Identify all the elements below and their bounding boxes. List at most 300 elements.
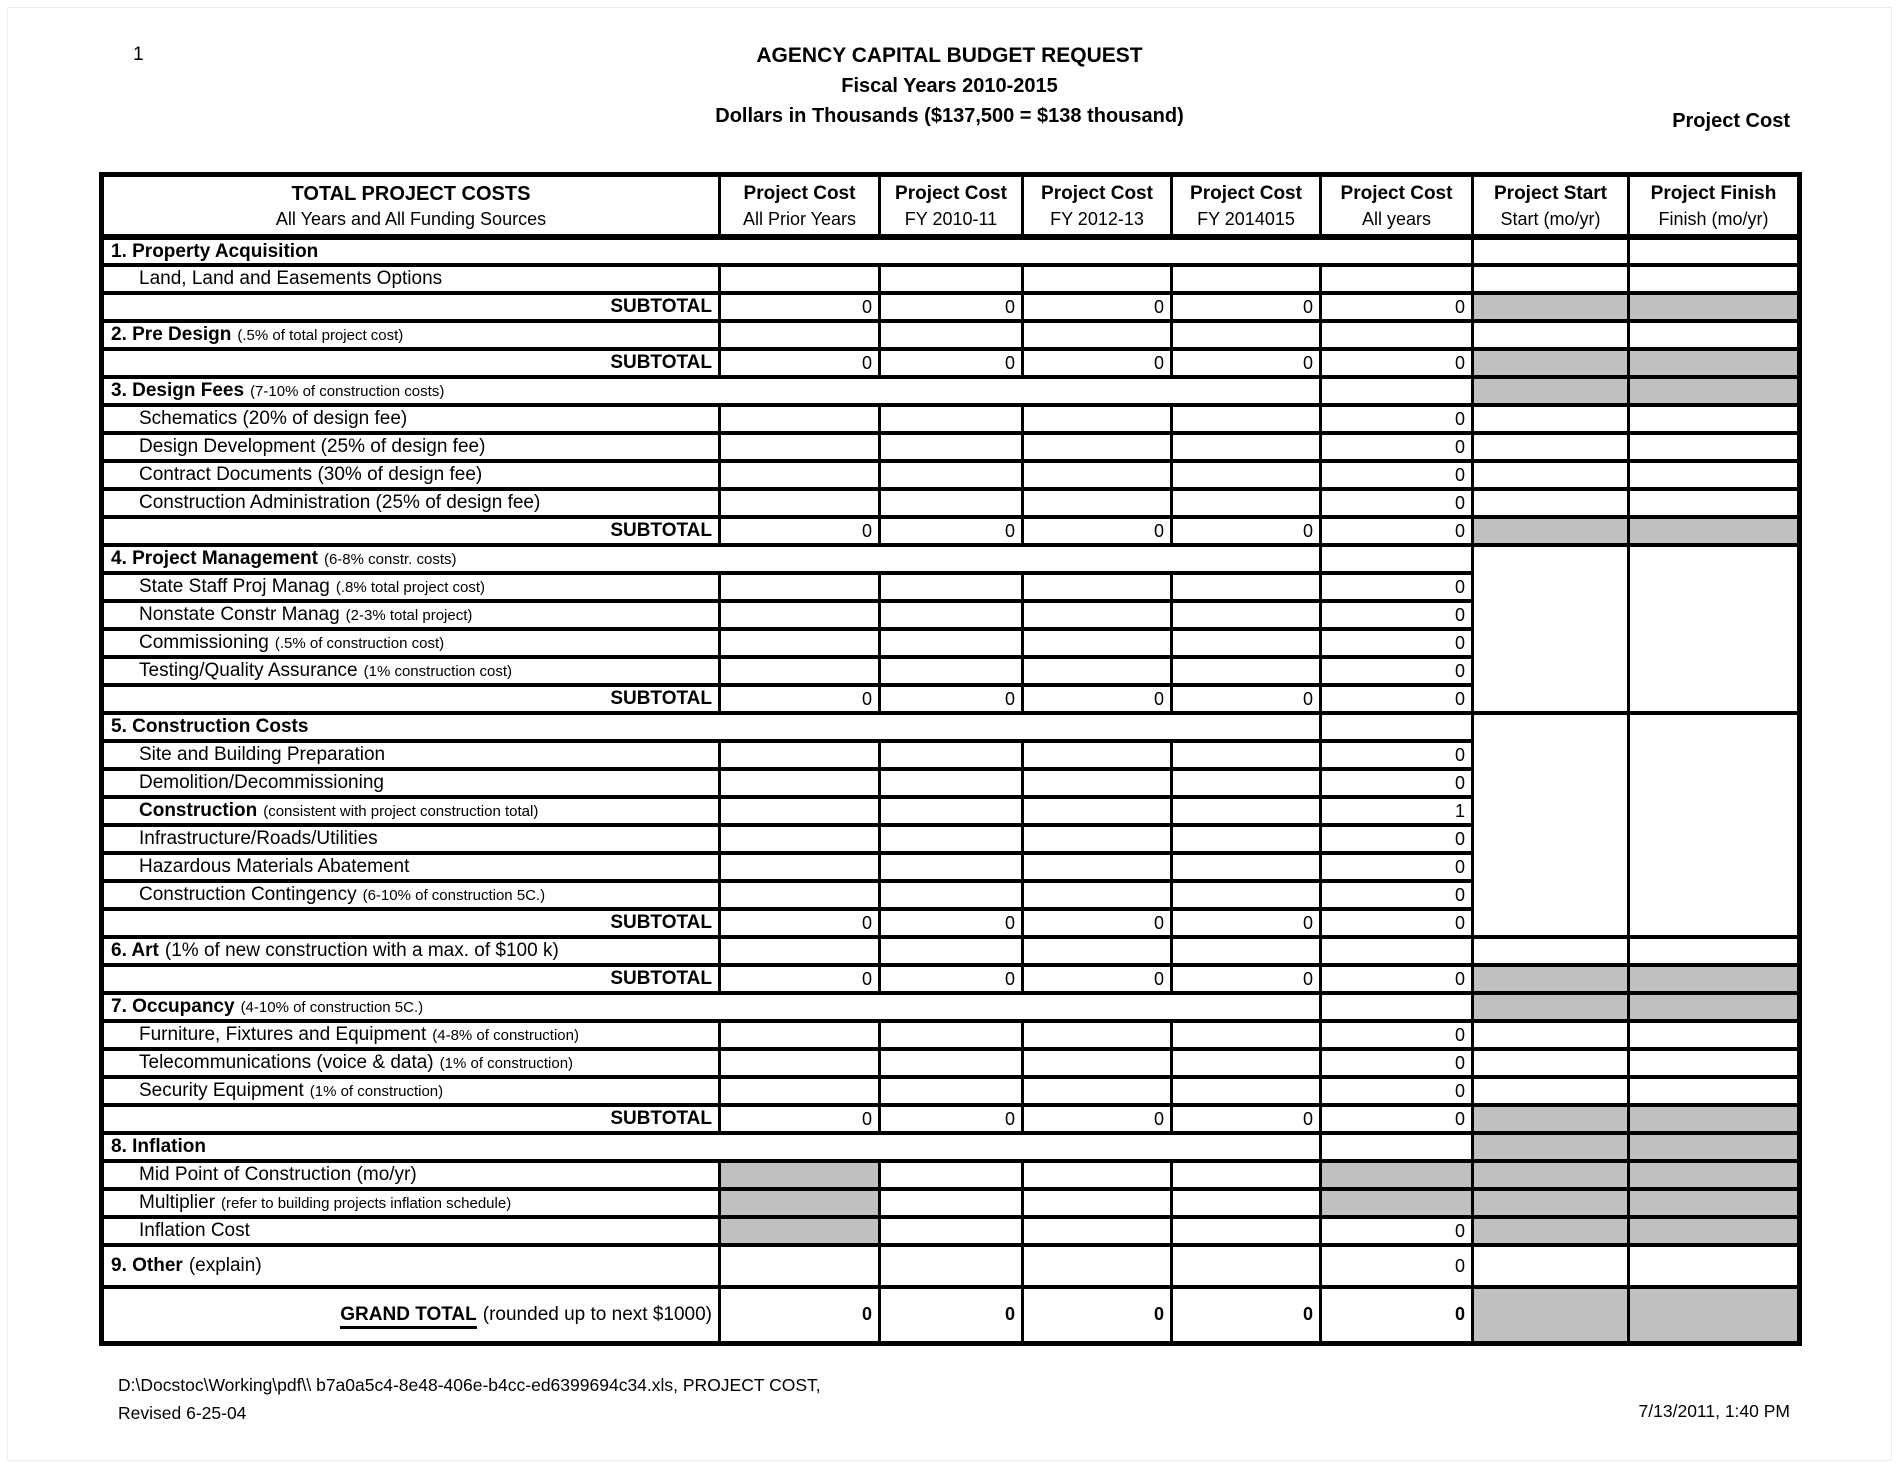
label-note: (1% of construction)	[309, 1083, 444, 1100]
land-easements-label	[102, 265, 720, 293]
construction-contingency-value-cell	[1023, 881, 1172, 909]
subtotal-1-value-cell: 0	[1023, 293, 1172, 321]
label-note: (1% of new construction with a max. of $100 k)	[164, 940, 559, 961]
construction-contingency-label	[102, 881, 720, 909]
schematics-schedule-cell	[1473, 405, 1629, 433]
subtotal-6-schedule-cell	[1473, 965, 1629, 993]
contract-documents-value-cell: 0	[1321, 461, 1473, 489]
inflation-cost-label	[102, 1217, 720, 1245]
subtotal-3-value-cell: 0	[720, 517, 880, 545]
table-row-mid-point-of-construction	[102, 1161, 1800, 1189]
construction-administration-value-cell: 0	[1321, 489, 1473, 517]
label-note: (.8% total project cost)	[335, 579, 486, 596]
page-number: 1	[133, 44, 144, 65]
security-equipment-value-cell	[1172, 1077, 1321, 1105]
section-9-other-value-cell	[1172, 1245, 1321, 1287]
section-4-project-management-schedule-cell	[1629, 545, 1800, 713]
mid-point-of-construction-schedule-cell	[1473, 1161, 1629, 1189]
subtotal-4-value-cell: 0	[1321, 685, 1473, 713]
label-note: (.5% of total project cost)	[237, 327, 404, 344]
security-equipment-label	[102, 1077, 720, 1105]
furniture-fixtures-equipment-schedule-cell	[1629, 1021, 1800, 1049]
label-text: SUBTOTAL	[610, 1108, 712, 1129]
furniture-fixtures-equipment-schedule-cell	[1473, 1021, 1629, 1049]
table-row-subtotal-3	[102, 517, 1800, 545]
construction-administration-schedule-cell	[1473, 489, 1629, 517]
subtotal-2-schedule-cell	[1629, 349, 1800, 377]
state-staff-proj-manag-value-cell	[1172, 573, 1321, 601]
furniture-fixtures-equipment-label	[102, 1021, 720, 1049]
schematics-value-cell	[1172, 405, 1321, 433]
header-row	[102, 175, 1800, 238]
mid-point-of-construction-schedule-cell	[1629, 1161, 1800, 1189]
subtotal-1-value-cell: 0	[1321, 293, 1473, 321]
multiplier-schedule-cell	[1629, 1189, 1800, 1217]
section-5-construction-costs-value-cell	[1321, 713, 1473, 741]
mid-point-of-construction-value-cell	[1321, 1161, 1473, 1189]
label-text: Site and Building Preparation	[139, 744, 386, 765]
subtotal-5-value-cell: 0	[1321, 909, 1473, 937]
label-text: Inflation Cost	[139, 1220, 250, 1241]
label-text: SUBTOTAL	[610, 520, 712, 541]
land-easements-value-cell	[1023, 265, 1172, 293]
demolition-decommissioning-value-cell	[720, 769, 880, 797]
design-development-value-cell	[1172, 433, 1321, 461]
construction-administration-value-cell	[1023, 489, 1172, 517]
construction-administration-value-cell	[720, 489, 880, 517]
schematics-value-cell	[720, 405, 880, 433]
subtotal-3-schedule-cell	[1629, 517, 1800, 545]
land-easements-schedule-cell	[1473, 265, 1629, 293]
subtotal-7-value-cell: 0	[720, 1105, 880, 1133]
testing-quality-assurance-value-cell	[1172, 657, 1321, 685]
label-text: SUBTOTAL	[610, 912, 712, 933]
design-development-schedule-cell	[1473, 433, 1629, 461]
footer-print-datetime: 7/13/2011, 1:40 PM	[1638, 1401, 1790, 1421]
subtotal-5-value-cell: 0	[880, 909, 1023, 937]
multiplier-value-cell	[880, 1189, 1023, 1217]
testing-quality-assurance-value-cell: 0	[1321, 657, 1473, 685]
hazardous-materials-abatement-value-cell: 0	[1321, 853, 1473, 881]
nonstate-constr-manag-value-cell	[1172, 601, 1321, 629]
table-row-schematics	[102, 405, 1800, 433]
section-7-occupancy-value-cell	[1321, 993, 1473, 1021]
furniture-fixtures-equipment-value-cell: 0	[1321, 1021, 1473, 1049]
table-row-section-6-art	[102, 937, 1800, 965]
furniture-fixtures-equipment-value-cell	[1023, 1021, 1172, 1049]
label-text: SUBTOTAL	[610, 296, 712, 317]
telecommunications-schedule-cell	[1629, 1049, 1800, 1077]
commissioning-value-cell	[1172, 629, 1321, 657]
schematics-value-cell: 0	[1321, 405, 1473, 433]
table-row-security-equipment	[102, 1077, 1800, 1105]
section-6-art-schedule-cell	[1473, 937, 1629, 965]
state-staff-proj-manag-value-cell	[720, 573, 880, 601]
demolition-decommissioning-value-cell	[1023, 769, 1172, 797]
table-row-section-2-pre-design	[102, 321, 1800, 349]
label-note: (4-8% of construction)	[432, 1027, 579, 1044]
demolition-decommissioning-value-cell	[880, 769, 1023, 797]
sheet-name-label: Project Cost	[1672, 110, 1790, 132]
label-text: 9. Other	[111, 1255, 183, 1276]
construction-value-cell	[1172, 797, 1321, 825]
inflation-cost-value-cell: 0	[1321, 1217, 1473, 1245]
label-text: Design Development (25% of design fee)	[139, 436, 486, 457]
inflation-cost-value-cell	[1023, 1217, 1172, 1245]
subtotal-5-value-cell: 0	[720, 909, 880, 937]
label-text: 3. Design Fees	[111, 380, 245, 401]
col-header-project-finish: Project Finish Finish (mo/yr)	[1629, 175, 1800, 238]
table-row-furniture-fixtures-equipment	[102, 1021, 1800, 1049]
subtotal-2-value-cell: 0	[880, 349, 1023, 377]
section-6-art-value-cell	[1023, 937, 1172, 965]
section-1-property-acquisition-schedule-cell	[1473, 237, 1629, 265]
subtotal-3-value-cell: 0	[1023, 517, 1172, 545]
infrastructure-roads-utilities-value-cell: 0	[1321, 825, 1473, 853]
multiplier-value-cell	[720, 1189, 880, 1217]
grand-total-value-cell: 0	[1023, 1287, 1172, 1343]
label-text: 2. Pre Design	[111, 324, 232, 345]
section-2-pre-design-schedule-cell	[1629, 321, 1800, 349]
table-row-multiplier	[102, 1189, 1800, 1217]
footer-revised-date: Revised 6-25-04	[118, 1403, 247, 1423]
col-header-all-years: Project Cost All years	[1321, 175, 1473, 238]
construction-administration-schedule-cell	[1629, 489, 1800, 517]
design-development-value-cell	[1023, 433, 1172, 461]
section-8-inflation-value-cell	[1321, 1133, 1473, 1161]
section-2-pre-design-value-cell	[1023, 321, 1172, 349]
label-note: (consistent with project construction total)	[263, 803, 539, 820]
contract-documents-label	[102, 461, 720, 489]
demolition-decommissioning-label	[102, 769, 720, 797]
construction-value-cell	[720, 797, 880, 825]
table-row-section-4-project-management	[102, 545, 1800, 573]
title-block	[0, 41, 1899, 132]
inflation-cost-value-cell	[880, 1217, 1023, 1245]
subtotal-3-value-cell: 0	[880, 517, 1023, 545]
section-5-construction-costs-schedule-cell	[1473, 713, 1629, 937]
telecommunications-value-cell	[1023, 1049, 1172, 1077]
security-equipment-value-cell	[720, 1077, 880, 1105]
telecommunications-schedule-cell	[1473, 1049, 1629, 1077]
table-row-section-1-property-acquisition	[102, 237, 1800, 265]
section-3-design-fees-schedule-cell	[1473, 377, 1629, 405]
state-staff-proj-manag-label	[102, 573, 720, 601]
furniture-fixtures-equipment-value-cell	[720, 1021, 880, 1049]
page-subtitle-dollars: Dollars in Thousands ($137,500 = $138 thousand)	[715, 105, 1184, 127]
schematics-schedule-cell	[1629, 405, 1800, 433]
multiplier-label	[102, 1189, 720, 1217]
grand-total-value-cell: 0	[1172, 1287, 1321, 1343]
section-5-construction-costs-schedule-cell	[1629, 713, 1800, 937]
table-row-contract-documents	[102, 461, 1800, 489]
inflation-cost-value-cell	[1172, 1217, 1321, 1245]
infrastructure-roads-utilities-label	[102, 825, 720, 853]
subtotal-3-value-cell: 0	[1172, 517, 1321, 545]
table-body	[102, 237, 1800, 1343]
label-text: Construction Contingency	[139, 884, 357, 905]
label-text: 7. Occupancy	[111, 996, 235, 1017]
construction-administration-label	[102, 489, 720, 517]
label-text: Infrastructure/Roads/Utilities	[139, 828, 378, 849]
section-3-design-fees-label	[102, 377, 1321, 405]
subtotal-2-value-cell: 0	[720, 349, 880, 377]
label-note: (7-10% of construction costs)	[250, 383, 445, 400]
schematics-value-cell	[1023, 405, 1172, 433]
testing-quality-assurance-value-cell	[1023, 657, 1172, 685]
label-note: (.5% of construction cost)	[274, 635, 445, 652]
construction-contingency-value-cell: 0	[1321, 881, 1473, 909]
table-row-grand-total	[102, 1287, 1800, 1343]
design-development-label	[102, 433, 720, 461]
label-text: Commissioning	[139, 632, 269, 653]
multiplier-value-cell	[1172, 1189, 1321, 1217]
section-2-pre-design-value-cell	[720, 321, 880, 349]
security-equipment-schedule-cell	[1629, 1077, 1800, 1105]
label-note: (6-8% constr. costs)	[323, 551, 457, 568]
subtotal-7-value-cell: 0	[880, 1105, 1023, 1133]
section-7-occupancy-schedule-cell	[1629, 993, 1800, 1021]
page-title: AGENCY CAPITAL BUDGET REQUEST	[756, 44, 1143, 67]
label-text: GRAND TOTAL	[340, 1304, 477, 1329]
mid-point-of-construction-value-cell	[1172, 1161, 1321, 1189]
commissioning-label	[102, 629, 720, 657]
site-building-preparation-value-cell	[1172, 741, 1321, 769]
subtotal-6-value-cell: 0	[1321, 965, 1473, 993]
subtotal-3-label	[102, 517, 720, 545]
section-4-project-management-schedule-cell	[1473, 545, 1629, 713]
subtotal-4-label	[102, 685, 720, 713]
label-note: (2-3% total project)	[345, 607, 473, 624]
inflation-cost-schedule-cell	[1473, 1217, 1629, 1245]
grand-total-schedule-cell	[1629, 1287, 1800, 1343]
contract-documents-value-cell	[1172, 461, 1321, 489]
subtotal-4-value-cell: 0	[1023, 685, 1172, 713]
construction-value-cell	[1023, 797, 1172, 825]
label-text: Contract Documents (30% of design fee)	[139, 464, 483, 485]
label-text: 1. Property Acquisition	[111, 240, 319, 262]
label-text: Construction	[139, 800, 258, 821]
design-development-schedule-cell	[1629, 433, 1800, 461]
subtotal-1-schedule-cell	[1473, 293, 1629, 321]
section-2-pre-design-label	[102, 321, 720, 349]
nonstate-constr-manag-label	[102, 601, 720, 629]
table-row-subtotal-6	[102, 965, 1800, 993]
subtotal-3-schedule-cell	[1473, 517, 1629, 545]
subtotal-2-value-cell: 0	[1023, 349, 1172, 377]
subtotal-5-value-cell: 0	[1023, 909, 1172, 937]
subtotal-4-value-cell: 0	[1172, 685, 1321, 713]
subtotal-4-value-cell: 0	[880, 685, 1023, 713]
section-9-other-value-cell: 0	[1321, 1245, 1473, 1287]
label-note: (1% of construction)	[439, 1055, 574, 1072]
label-text: Furniture, Fixtures and Equipment	[139, 1024, 427, 1045]
subtotal-7-schedule-cell	[1629, 1105, 1800, 1133]
section-8-inflation-label	[102, 1133, 1321, 1161]
security-equipment-schedule-cell	[1473, 1077, 1629, 1105]
furniture-fixtures-equipment-value-cell	[880, 1021, 1023, 1049]
label-text: Testing/Quality Assurance	[139, 660, 358, 681]
subtotal-7-value-cell: 0	[1172, 1105, 1321, 1133]
hazardous-materials-abatement-value-cell	[1172, 853, 1321, 881]
section-9-other-label	[102, 1245, 720, 1287]
table-row-telecommunications	[102, 1049, 1800, 1077]
subtotal-1-value-cell: 0	[880, 293, 1023, 321]
commissioning-value-cell: 0	[1321, 629, 1473, 657]
section-7-occupancy-schedule-cell	[1473, 993, 1629, 1021]
construction-contingency-value-cell	[1172, 881, 1321, 909]
col-header-fy-2012-13: Project Cost FY 2012-13	[1023, 175, 1172, 238]
subtotal-6-schedule-cell	[1629, 965, 1800, 993]
label-text: SUBTOTAL	[610, 688, 712, 709]
section-6-art-value-cell	[1172, 937, 1321, 965]
demolition-decommissioning-value-cell: 0	[1321, 769, 1473, 797]
subtotal-1-label	[102, 293, 720, 321]
label-note: (6-10% of construction 5C.)	[362, 887, 546, 904]
subtotal-5-label	[102, 909, 720, 937]
state-staff-proj-manag-value-cell	[1023, 573, 1172, 601]
contract-documents-schedule-cell	[1473, 461, 1629, 489]
section-6-art-label	[102, 937, 720, 965]
subtotal-6-value-cell: 0	[880, 965, 1023, 993]
table-row-design-development	[102, 433, 1800, 461]
table-row-construction-administration	[102, 489, 1800, 517]
subtotal-6-value-cell: 0	[1172, 965, 1321, 993]
furniture-fixtures-equipment-value-cell	[1172, 1021, 1321, 1049]
subtotal-1-schedule-cell	[1629, 293, 1800, 321]
telecommunications-label	[102, 1049, 720, 1077]
subtotal-6-label	[102, 965, 720, 993]
mid-point-of-construction-value-cell	[880, 1161, 1023, 1189]
label-text: Multiplier	[139, 1192, 216, 1213]
table-row-inflation-cost	[102, 1217, 1800, 1245]
page-subtitle-fiscal-years: Fiscal Years 2010-2015	[841, 75, 1058, 97]
subtotal-1-value-cell: 0	[720, 293, 880, 321]
section-5-construction-costs-label	[102, 713, 1321, 741]
site-building-preparation-value-cell	[880, 741, 1023, 769]
section-6-art-value-cell	[720, 937, 880, 965]
telecommunications-value-cell	[880, 1049, 1023, 1077]
label-text: Land, Land and Easements Options	[139, 268, 443, 289]
subtotal-2-label	[102, 349, 720, 377]
grand-total-value-cell: 0	[720, 1287, 880, 1343]
site-building-preparation-value-cell: 0	[1321, 741, 1473, 769]
land-easements-value-cell	[880, 265, 1023, 293]
construction-label	[102, 797, 720, 825]
design-development-value-cell: 0	[1321, 433, 1473, 461]
label-text: Telecommunications (voice & data)	[139, 1052, 434, 1073]
hazardous-materials-abatement-value-cell	[1023, 853, 1172, 881]
table-row-section-7-occupancy	[102, 993, 1800, 1021]
mid-point-of-construction-value-cell	[1023, 1161, 1172, 1189]
telecommunications-value-cell	[720, 1049, 880, 1077]
contract-documents-schedule-cell	[1629, 461, 1800, 489]
table-row-subtotal-7	[102, 1105, 1800, 1133]
section-2-pre-design-value-cell	[880, 321, 1023, 349]
multiplier-schedule-cell	[1473, 1189, 1629, 1217]
grand-total-value-cell: 0	[1321, 1287, 1473, 1343]
table-row-section-8-inflation	[102, 1133, 1800, 1161]
testing-quality-assurance-label	[102, 657, 720, 685]
subtotal-5-value-cell: 0	[1172, 909, 1321, 937]
infrastructure-roads-utilities-value-cell	[1172, 825, 1321, 853]
label-note: (refer to building projects inflation schedule)	[221, 1195, 512, 1212]
subtotal-2-schedule-cell	[1473, 349, 1629, 377]
section-9-other-value-cell	[1023, 1245, 1172, 1287]
label-text: Nonstate Constr Manag	[139, 604, 340, 625]
label-text: State Staff Proj Manag	[139, 576, 330, 597]
label-text: Security Equipment	[139, 1080, 304, 1101]
col-header-total-project-costs: TOTAL PROJECT COSTS All Years and All Funding Sources	[102, 175, 720, 238]
col-header-fy-2010-11: Project Cost FY 2010-11	[880, 175, 1023, 238]
land-easements-value-cell	[1321, 265, 1473, 293]
subtotal-7-schedule-cell	[1473, 1105, 1629, 1133]
section-9-other-value-cell	[720, 1245, 880, 1287]
demolition-decommissioning-value-cell	[1172, 769, 1321, 797]
subtotal-7-label	[102, 1105, 720, 1133]
label-note: (1% construction cost)	[363, 663, 513, 680]
multiplier-value-cell	[1023, 1189, 1172, 1217]
construction-administration-value-cell	[1172, 489, 1321, 517]
infrastructure-roads-utilities-value-cell	[1023, 825, 1172, 853]
section-1-property-acquisition-schedule-cell	[1629, 237, 1800, 265]
design-development-value-cell	[880, 433, 1023, 461]
section-6-art-value-cell	[880, 937, 1023, 965]
subtotal-7-value-cell: 0	[1023, 1105, 1172, 1133]
state-staff-proj-manag-value-cell	[880, 573, 1023, 601]
telecommunications-value-cell: 0	[1321, 1049, 1473, 1077]
construction-value-cell: 1	[1321, 797, 1473, 825]
section-9-other-schedule-cell	[1629, 1245, 1800, 1287]
mid-point-of-construction-value-cell	[720, 1161, 880, 1189]
land-easements-schedule-cell	[1629, 265, 1800, 293]
subtotal-4-value-cell: 0	[720, 685, 880, 713]
label-text: SUBTOTAL	[610, 352, 712, 373]
commissioning-value-cell	[1023, 629, 1172, 657]
grand-total-label	[102, 1287, 720, 1343]
land-easements-value-cell	[1172, 265, 1321, 293]
infrastructure-roads-utilities-value-cell	[720, 825, 880, 853]
design-development-value-cell	[720, 433, 880, 461]
inflation-cost-value-cell	[720, 1217, 880, 1245]
label-note: (4-10% of construction 5C.)	[240, 999, 424, 1016]
table-row-section-5-construction-costs	[102, 713, 1800, 741]
security-equipment-value-cell: 0	[1321, 1077, 1473, 1105]
nonstate-constr-manag-value-cell: 0	[1321, 601, 1473, 629]
label-text: Mid Point of Construction (mo/yr)	[139, 1164, 417, 1185]
subtotal-3-value-cell: 0	[1321, 517, 1473, 545]
table-row-section-3-design-fees	[102, 377, 1800, 405]
section-3-design-fees-schedule-cell	[1629, 377, 1800, 405]
nonstate-constr-manag-value-cell	[720, 601, 880, 629]
table-row-land-easements	[102, 265, 1800, 293]
label-note: (explain)	[188, 1255, 262, 1276]
label-text: 4. Project Management	[111, 548, 318, 569]
col-header-fy-2014015: Project Cost FY 2014015	[1172, 175, 1321, 238]
label-text: 8. Inflation	[111, 1136, 206, 1157]
subtotal-2-value-cell: 0	[1172, 349, 1321, 377]
hazardous-materials-abatement-label	[102, 853, 720, 881]
site-building-preparation-value-cell	[720, 741, 880, 769]
table-header	[102, 175, 1800, 238]
testing-quality-assurance-value-cell	[720, 657, 880, 685]
section-1-property-acquisition-label	[102, 237, 1473, 265]
label-text: Demolition/Decommissioning	[139, 772, 384, 793]
section-2-pre-design-value-cell	[1321, 321, 1473, 349]
table-row-subtotal-2	[102, 349, 1800, 377]
section-8-inflation-schedule-cell	[1629, 1133, 1800, 1161]
section-8-inflation-schedule-cell	[1473, 1133, 1629, 1161]
